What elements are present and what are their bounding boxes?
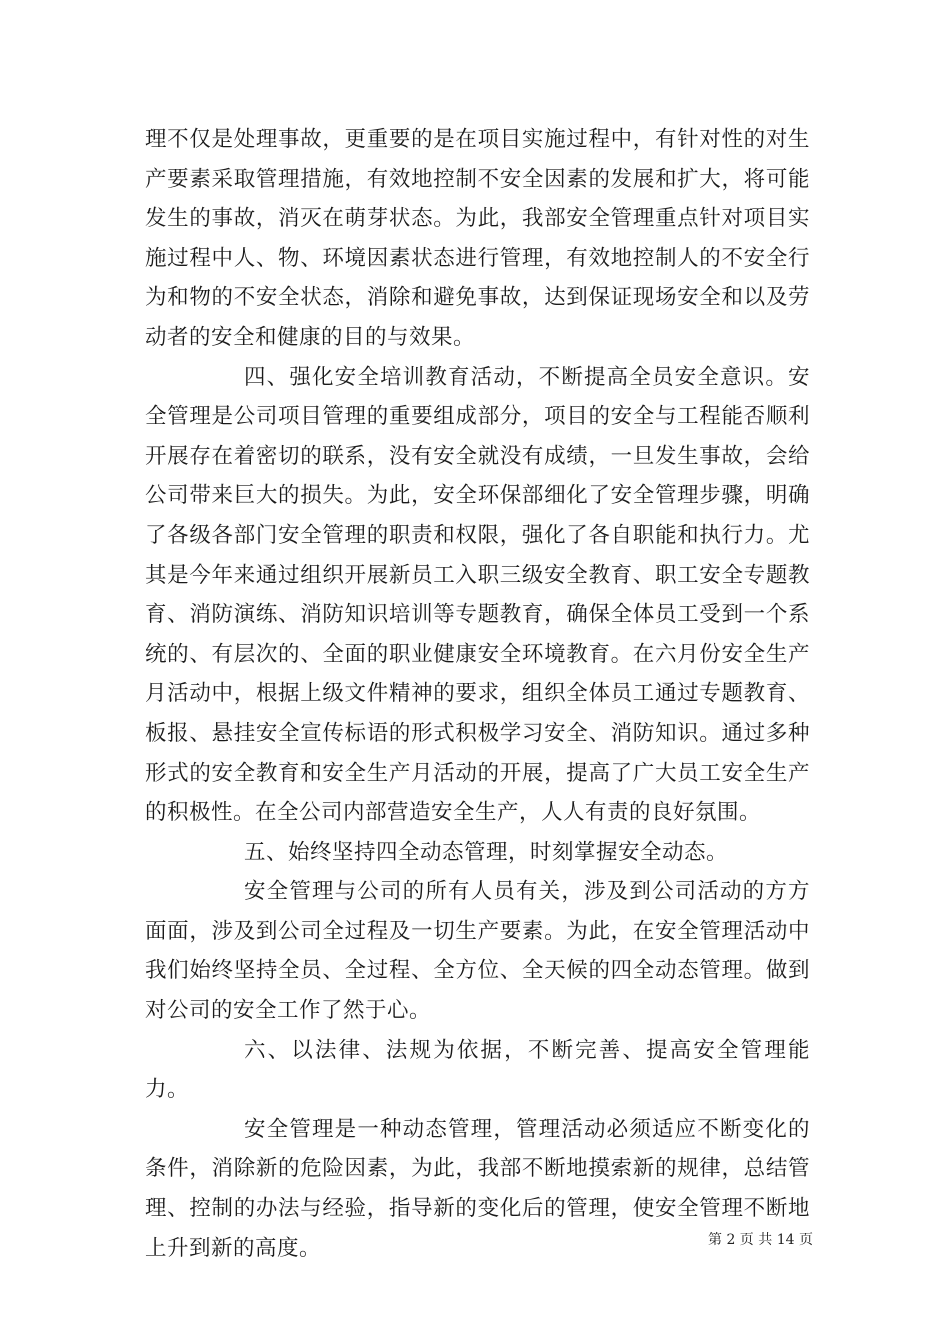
paragraph-section-four-training: 四、强化安全培训教育活动，不断提高全员安全意识。安全管理是公司项目管理的重要组成部分，项目的安全与工程能否顺利开展存在着密切的联系，没有安全就没有成绩，一旦发生事故，会给公司带来巨大的损失。为此，安全环保部细化了安全管理步骤，明确了各级各部门安全管理的职责和权限，强化了各自职能和执行力。尤其是今年来通过组织开展新员工入职三级安全教育、职工安全专题教育、消防演练、消防知识培训等专题教育，确保全体员工受到一个系统的、有层次的、全面的职业健康安全环境教育。在六月份安全生产月活动中，根据上级文件精神的要求，组织全体员工通过专题教育、板报、悬挂安全宣传标语的形式积极学习安全、消防知识。通过多种形式的安全教育和安全生产月活动的开展，提高了广大员工安全生产的积极性。在全公司内部营造安全生产，人人有责的良好氛围。	[145, 364, 810, 826]
paragraph-section-six-heading: 六、以法律、法规为依据，不断完善、提高安全管理能力。	[145, 1037, 810, 1103]
paragraph-safety-management-continued: 理不仅是处理事故，更重要的是在项目实施过程中，有针对性的对生产要素采取管理措施，有效地控制不安全因素的发展和扩大，将可能发生的事故，消灭在萌芽状态。为此，我部安全管理重点针对项目实施过程中人、物、环境因素状态进行管理，有效地控制人的不安全行为和物的不安全状态，消除和避免事故，达到保证现场安全和以及劳动者的安全和健康的目的与效果。	[145, 127, 810, 350]
paragraph-section-five-body: 安全管理与公司的所有人员有关，涉及到公司活动的方方面面，涉及到公司全过程及一切生产要素。为此，在安全管理活动中我们始终坚持全员、全过程、全方位、全天候的四全动态管理。做到对公司的安全工作了然于心。	[145, 879, 810, 1024]
paragraph-section-five-heading: 五、始终坚持四全动态管理，时刻掌握安全动态。	[244, 839, 729, 865]
document-body	[145, 120, 810, 1268]
page-number-label: 第 2 页 共 14 页	[708, 1232, 813, 1248]
paragraph-section-six-body: 安全管理是一种动态管理，管理活动必须适应不断变化的条件，消除新的危险因素，为此，我部不断地摸索新的规律，总结管理、控制的办法与经验，指导新的变化后的管理，使安全管理不断地上升到新的高度。	[145, 1116, 810, 1261]
